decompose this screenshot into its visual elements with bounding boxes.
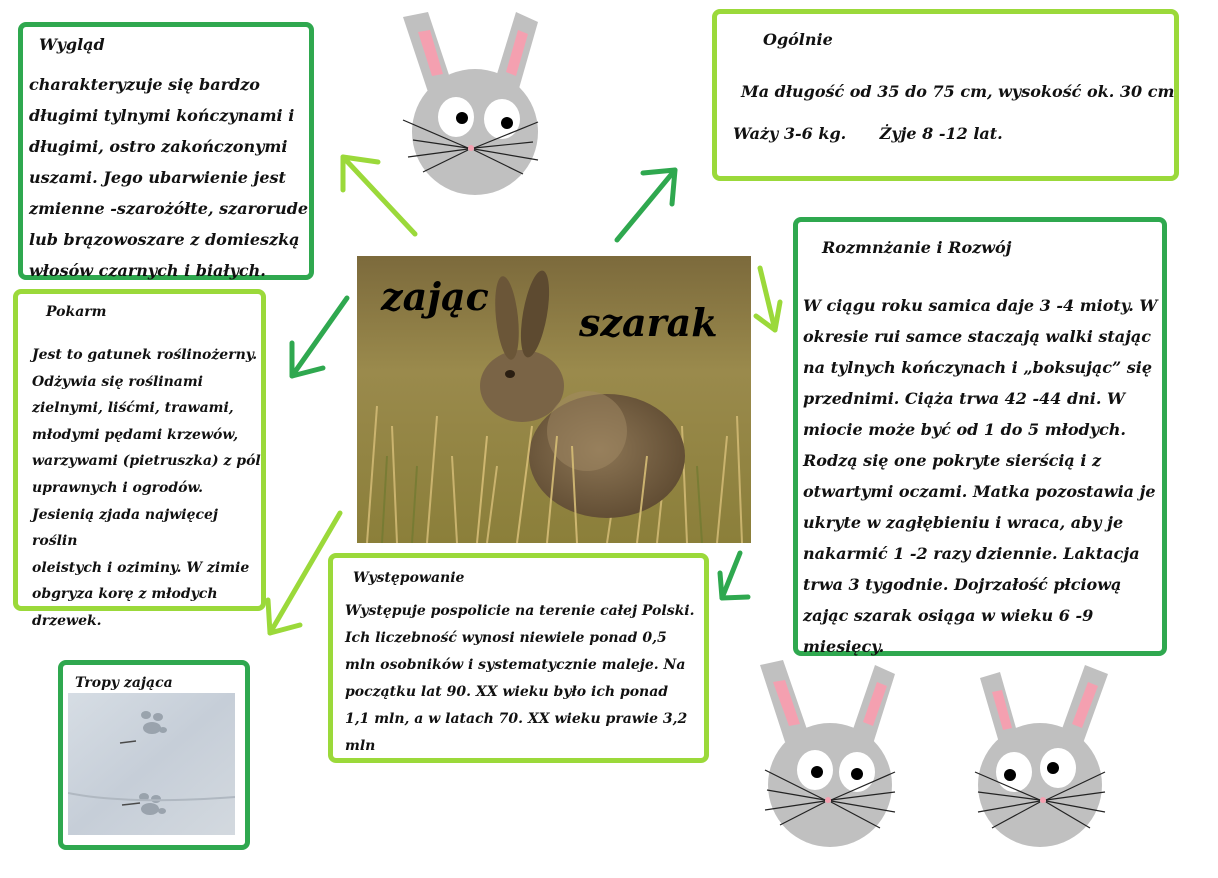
text-line: włosów czarnych i białych. [29,261,266,280]
arrow-icon [617,170,675,240]
box-title: Rozmnżanie i Rozwój [822,238,1012,257]
text-line: zając szarak osiąga w wieku 6 -9 [803,606,1094,625]
rabbit-cartoon-icon [970,660,1115,850]
hare-photo [357,256,751,543]
text-line: zielnymi, liśćmi, trawami, [32,400,234,417]
text-line: Odżywia się roślinami [32,373,203,390]
box-wyglad [18,22,314,280]
text-line: otwartymi oczami. Matka pozostawia je [803,482,1156,501]
photo-label-right: szarak [579,300,718,345]
box-text [32,342,261,635]
box-title: Występowanie [353,570,465,586]
text-line: mln osobników i systematycznie maleje. Na [345,657,686,673]
arrow-icon [720,553,748,598]
text-line: charakteryzuje się bardzo [29,75,260,94]
text-line: przednimi. Ciąża trwa 42 -44 dni. W [803,389,1125,408]
rabbit-cartoon-icon [398,12,548,197]
text-line: okresie rui samce staczają walki stając [803,327,1152,346]
rabbit-cartoon-icon [755,660,905,850]
box-rozmnazanie [793,217,1167,656]
box-text [803,290,1157,662]
hare-tracks-photo [68,693,235,835]
box-text: Waży 3-6 kg. Żyje 8 -12 lat. [733,124,1003,143]
text-line: długimi tylnymi kończynami i [29,106,295,125]
text-line: lub brązowoszare z domieszką [29,230,300,249]
box-title: Ogólnie [763,30,833,49]
box-text [345,598,695,760]
box-wystepowanie [328,553,709,763]
photo-label-left: zając [381,274,489,319]
text-line: mln [345,738,376,754]
text-line: na tylnych kończynach i „boksując” się [803,358,1153,377]
text-line: oleistych i oziminy. W zimie [32,559,250,576]
box-pokarm [13,289,266,629]
box-title: Wygląd [39,35,105,54]
text-line: miesięcy. [803,637,885,656]
text-line: uszami. Jego ubarwienie jest [29,168,286,187]
box-ogolnie [712,9,1179,181]
text-line: trwa 3 tygodnie. Dojrzałość płciową [803,575,1122,594]
box-title: Pokarm [46,304,107,320]
text-line: zmienne -szarożółte, szarorude [29,199,309,218]
text-line: Ich liczebność wynosi niewiele ponad 0,5 [345,630,667,646]
arrow-icon [756,268,780,330]
text-line: ukryte w zagłębieniu i wraca, aby je [803,513,1124,532]
text-line: Występuje pospolicie na terenie całej Polski. [345,603,695,619]
text-line: Rodzą się one pokryte sierścią i z [803,451,1102,470]
text-line: Jesienią zjada najwięcej roślin [32,506,218,550]
text-line: W ciągu roku samica daje 3 -4 mioty. W [803,296,1158,315]
text-line: warzywami (pietruszka) z pól [32,453,261,470]
text-line: młodymi pędami krzewów, [32,426,239,443]
box-title: Tropy zająca [75,675,173,691]
text-line: drzewek. [32,612,102,629]
text-line: 1,1 mln, a w latach 70. XX wieku prawie 3,2 [345,711,688,727]
text-line: uprawnych i ogrodów. [32,479,204,496]
text-line: nakarmić 1 -2 razy dziennie. Laktacja [803,544,1140,563]
text-line: Jest to gatunek roślinożerny. [32,347,258,363]
box-text [29,69,308,286]
text-line: długimi, ostro zakończonymi [29,137,288,156]
text-line: miocie może być od 1 do 5 młodych. [803,420,1126,439]
text-line: początku lat 90. XX wieku było ich ponad [345,684,669,700]
box-text: Ma długość od 35 do 75 cm, wysokość ok. 30 cm [741,82,1175,101]
text-line: obgryza korę z młodych [32,586,218,603]
arrow-icon [292,298,347,376]
